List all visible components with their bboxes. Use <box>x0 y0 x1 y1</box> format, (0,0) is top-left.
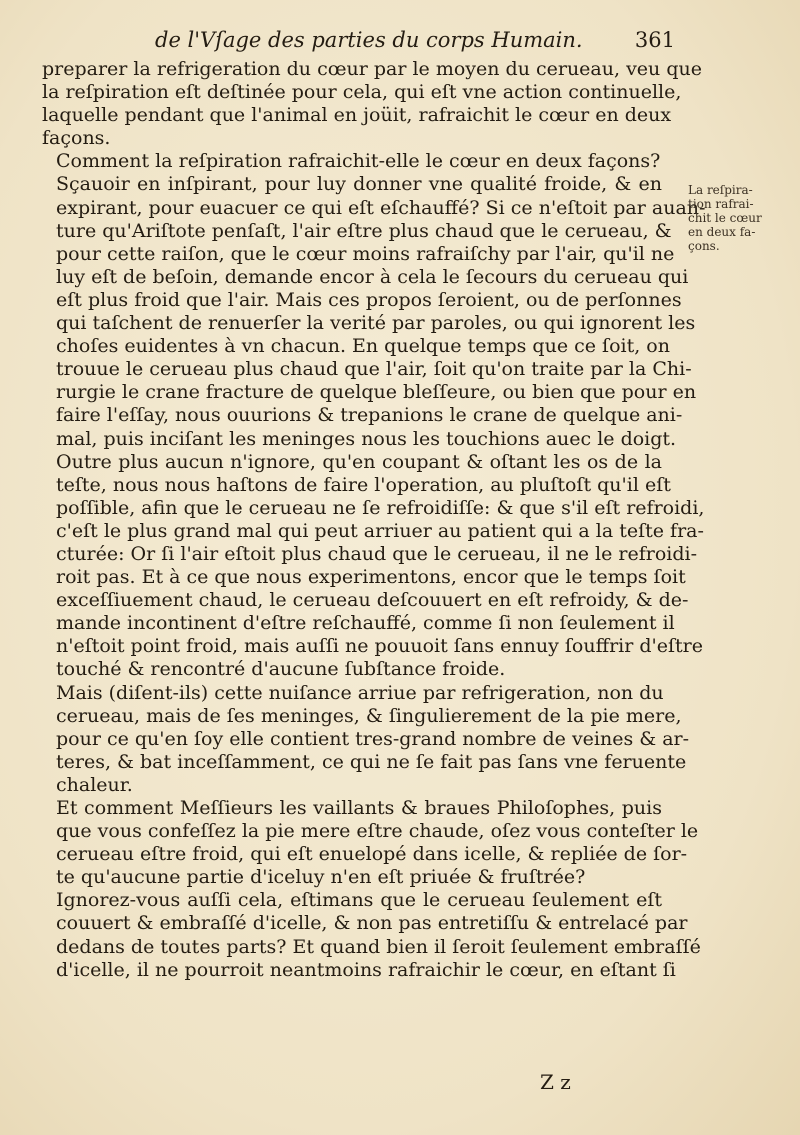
question-paragraph <box>42 150 662 173</box>
signature-mark: Z z <box>540 1070 571 1094</box>
text-line: couuert & embraſſé d'icelle, & non pas entretiſſu & entrelacé par <box>56 912 688 935</box>
text-line: chaleur. <box>56 773 133 796</box>
body-text <box>42 58 706 982</box>
text-line: luy eſt de beſoin, demande encor à cela le ſecours du cerueau qui <box>56 265 689 288</box>
text-line: eſt plus froid que l'air. Mais ces propos ſeroient, ou de perſonnes <box>56 288 682 311</box>
text-line: touché & rencontré d'aucune ſubſtance froide. <box>56 658 506 681</box>
margin-note-line: tion rafrai- <box>688 197 754 211</box>
text-line: ture qu'Ariſtote penſaſt, l'air eſtre plus chaud que le cerueau, & <box>56 219 672 242</box>
text-line: façons. <box>42 127 111 150</box>
text-line: Outre plus aucun n'ignore, qu'en coupant & oſtant les os de la <box>56 450 662 473</box>
margin-note-line: La reſpira- <box>688 183 753 197</box>
running-head <box>155 22 675 54</box>
text-line: expirant, pour euacuer ce qui eſt eſchauffé? Si ce n'eſtoit par auan- <box>56 196 706 219</box>
paragraph <box>42 889 701 981</box>
page-number: 361 <box>634 28 675 52</box>
text-line: choſes euidentes à vn chacun. En quelque temps que ce ſoit, on <box>56 335 670 358</box>
text-line: pour ce qu'en ſoy elle contient tres-grand nombre de veines & ar- <box>56 727 690 750</box>
text-line: qui taſchent de renuerſer la verité par paroles, ou qui ignorent les <box>56 312 696 335</box>
paragraph <box>42 797 699 889</box>
text-line: Ignorez-vous auſſi cela, eſtimans que le cerueau ſeulement eſt <box>56 889 662 912</box>
text-line: poſſible, afin que le cerueau ne ſe refroidiſſe: & que s'il eſt refroidi, <box>56 496 705 519</box>
text-line: c'eſt le plus grand mal qui peut arriuer au patient qui a la teſte fra- <box>56 519 704 542</box>
margin-note-line: çons. <box>688 239 720 253</box>
text-line: cturée: Or ſi l'air eſtoit plus chaud que le cerueau, il ne le refroidi- <box>56 542 698 565</box>
paragraph <box>42 58 702 150</box>
text-line: cerueau eſtre froid, qui eſt enuelopé dans icelle, & repliée de ſor- <box>56 843 688 866</box>
margin-note-line: chit le cœur <box>688 211 762 225</box>
text-line: laquelle pendant que l'animal en joüit, rafraichit le cœur en deux <box>42 104 672 127</box>
text-line: faire l'eſſay, nous ouurions & trepanions le crane de quelque ani- <box>56 404 683 427</box>
paragraph <box>42 681 690 797</box>
text-line: te qu'aucune partie d'iceluy n'en eſt priuée & fruſtrée? <box>56 866 586 889</box>
text-line: rurgie le crane fracture de quelque bleſſeure, ou bien que pour en <box>56 381 697 404</box>
text-line: Et comment Meſſieurs les vaillants & braues Philoſophes, puis <box>56 797 662 819</box>
running-title: de l'Vſage des parties du corps Humain. <box>155 28 583 52</box>
text-line: n'eſtoit point froid, mais auſſi ne pouuoit ſans ennuy ſouffrir d'eſtre <box>56 635 703 658</box>
text-line: teres, & bat inceſſamment, ce qui ne ſe fait pas ſans vne feruente <box>56 750 687 773</box>
text-line: pour cette raiſon, que le cœur moins rafraiſchy par l'air, qu'il ne <box>56 242 675 265</box>
text-line: que vous confeſſez la pie mere eſtre chaude, oſez vous conteſter le <box>56 820 699 843</box>
text-line: roit pas. Et à ce que nous experimentons, encor que le temps ſoit <box>56 566 686 589</box>
text-line: Comment la reſpiration rafraichit-elle le cœur en deux façons? <box>56 150 661 173</box>
text-line: teſte, nous nous haſtons de faire l'operation, au pluſtoſt qu'il eſt <box>56 473 671 496</box>
text-line: dedans de toutes parts? Et quand bien il ſeroit ſeulement embraſſé <box>56 935 701 958</box>
text-line: cerueau, mais de ſes meninges, & ſingulierement de la pie mere, <box>56 704 682 727</box>
text-line: trouue le cerueau plus chaud que l'air, ſoit qu'on traite par la Chi- <box>56 358 692 381</box>
text-line: mal, puis inciſant les meninges nous les touchions auec le doigt. <box>56 427 677 450</box>
text-line: exceſſiuement chaud, le cerueau deſcouuert en eſt refroidy, & de- <box>56 589 689 612</box>
paragraph <box>42 450 705 682</box>
text-line: mande incontinent d'eſtre reſchauffé, comme ſi non ſeulement il <box>56 612 675 635</box>
text-line: la reſpiration eſt deſtinée pour cela, qui eſt vne action continuelle, <box>42 81 682 104</box>
text-line: Mais (diſent-ils) cette nuiſance arriue par refrigeration, non du <box>56 681 664 704</box>
text-line: preparer la refrigeration du cœur par le moyen du cerueau, veu que <box>42 58 702 80</box>
margin-note <box>688 183 760 253</box>
margin-note-line: en deux fa- <box>688 225 756 239</box>
text-line: Sçauoir en inſpirant, pour luy donner vne qualité froide, & en <box>56 173 662 196</box>
text-line: d'icelle, il ne pourroit neantmoins rafraichir le cœur, en eſtant ſi <box>56 958 676 981</box>
